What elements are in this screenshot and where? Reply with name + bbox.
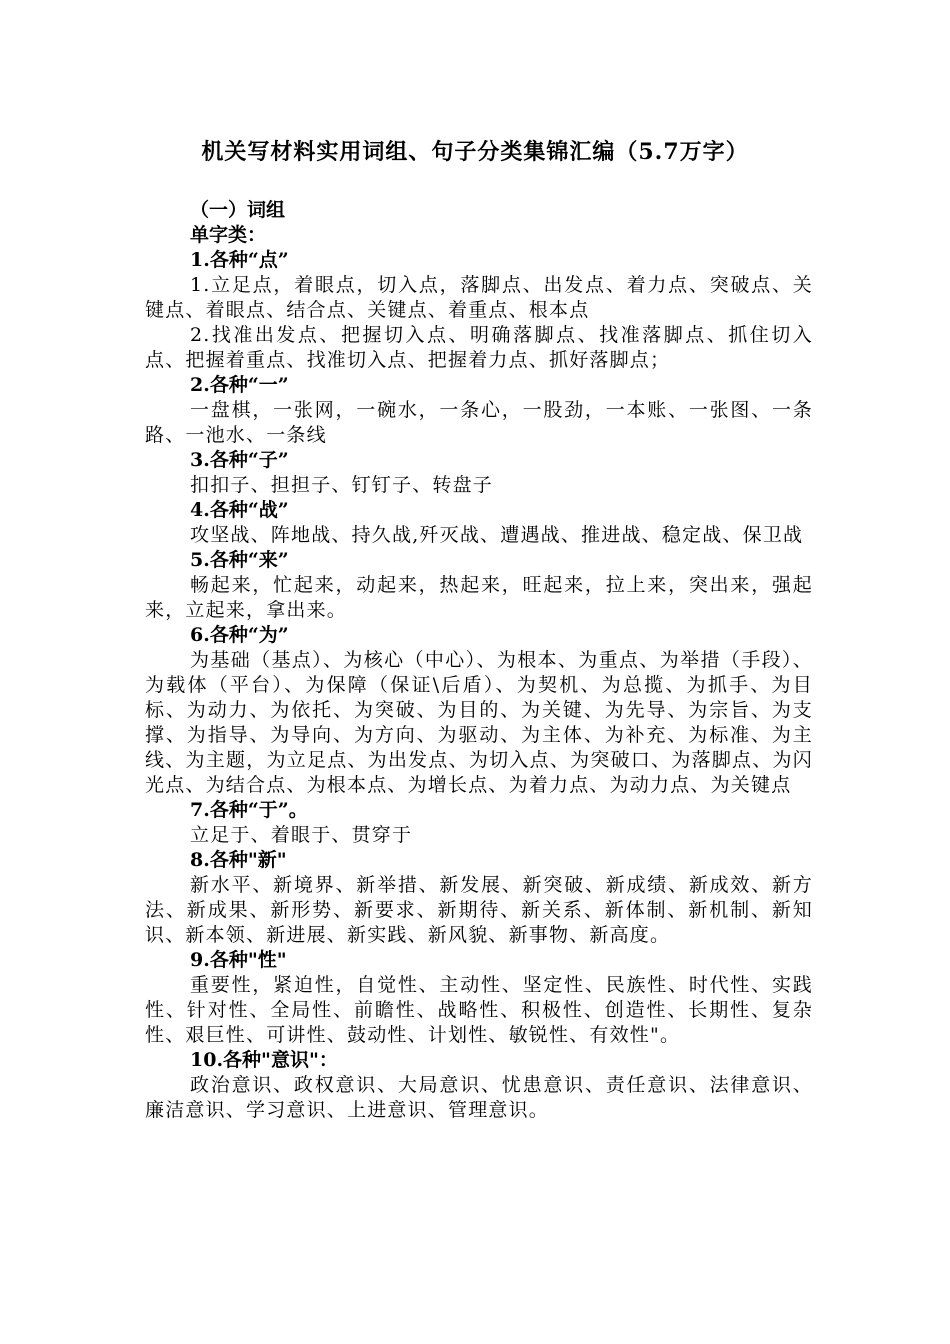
item-heading: 10.各种"意识"： xyxy=(190,1049,338,1071)
item-heading: 9.各种"性" xyxy=(190,949,287,971)
section-heading: （一）词组 xyxy=(190,199,286,221)
item-heading: 5.各种“来” xyxy=(190,549,289,571)
item-paragraph: 为基础（基点）、为核心（中心）、为根本、为重点、为举措（手段）、为载体（平台）、为保障（保证\后盾）、为契机、为总揽、为抓手、为目标、为动力、为依托、为突破、为目的、为关键、为先导、为宗旨、为支撑、为指导、为导向、为方向、为驱动、为主体、为补充、为标准、为主线、为主题，为立足点、为出发点、为切入点、为突破口、为落脚点、为闪光点、为结合点、为根本点、为增长点、为着力点、为动力点、为关键点 xyxy=(145,649,813,796)
document-title: 机关写材料实用词组、句子分类集锦汇编（5.7万字） xyxy=(201,139,749,165)
item-heading: 4.各种“战” xyxy=(190,499,289,521)
item-heading: 6.各种“为” xyxy=(190,624,289,646)
item-paragraph: 2.找准出发点、把握切入点、明确落脚点、找准落脚点、抓住切入点、把握着重点、找准切入点、把握着力点、抓好落脚点； xyxy=(145,324,813,371)
item-paragraph: 扣扣子、担担子、钉钉子、转盘子 xyxy=(190,474,494,496)
item-paragraph: 重要性，紧迫性，自觉性、主动性、坚定性、民族性、时代性、实践性、针对性、全局性、前瞻性、战略性、积极性、创造性、长期性、复杂性、艰巨性、可讲性、鼓动性、计划性、敏锐性、有效性"。 xyxy=(145,974,813,1046)
item-paragraph: 畅起来，忙起来，动起来，热起来，旺起来，拉上来，突出来，强起来，立起来，拿出来。 xyxy=(145,574,813,621)
document-body xyxy=(145,198,813,1123)
item-paragraph: 政治意识、政权意识、大局意识、忧患意识、责任意识、法律意识、廉洁意识、学习意识、上进意识、管理意识。 xyxy=(145,1074,813,1121)
item-heading: 3.各种“子” xyxy=(190,449,289,471)
item-heading: 2.各种“一” xyxy=(190,374,289,396)
item-heading: 7.各种“于”。 xyxy=(190,799,308,821)
item-paragraph: 立足于、着眼于、贯穿于 xyxy=(190,824,413,846)
subsection-heading: 单字类： xyxy=(190,224,267,246)
item-paragraph: 攻坚战、阵地战、持久战,歼灭战、遭遇战、推进战、稳定战、保卫战 xyxy=(190,524,804,546)
item-heading: 1.各种“点” xyxy=(190,249,289,271)
item-paragraph: 新水平、新境界、新举措、新发展、新突破、新成绩、新成效、新方法、新成果、新形势、新要求、新期待、新关系、新体制、新机制、新知识、新本领、新进展、新实践、新风貌、新事物、新高度。 xyxy=(145,874,813,946)
item-paragraph: 一盘棋，一张网，一碗水，一条心，一股劲，一本账、一张图、一条路、一池水、一条线 xyxy=(145,399,813,446)
item-paragraph: 1.立足点，着眼点，切入点，落脚点、出发点、着力点、突破点、关键点、着眼点、结合点、关键点、着重点、根本点 xyxy=(145,274,813,321)
item-heading: 8.各种"新" xyxy=(190,849,287,871)
